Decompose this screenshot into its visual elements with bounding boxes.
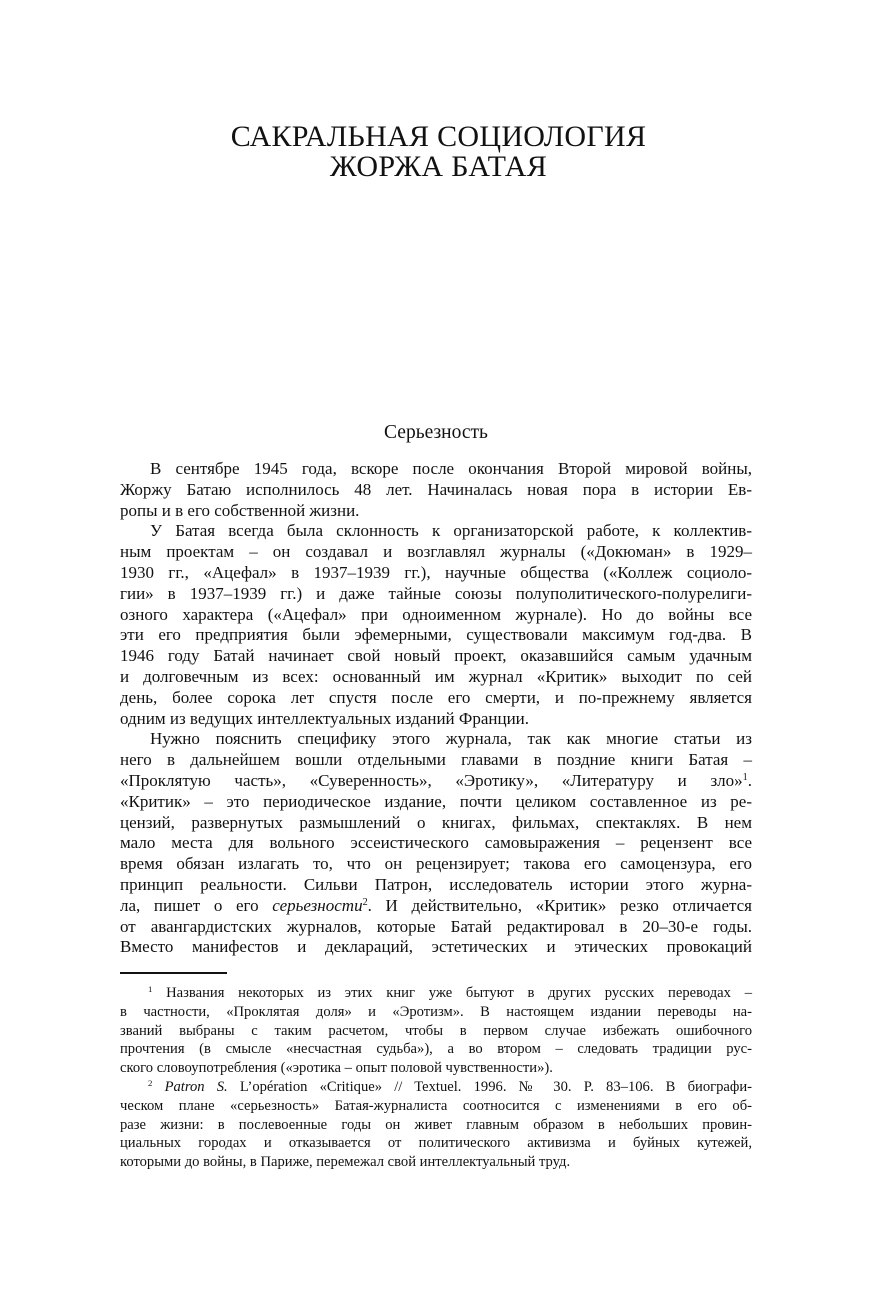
text-line: 1946 году Батай начинает свой новый проект, оказавшийся самым удачным xyxy=(120,646,752,666)
footnote-marker: 2 xyxy=(148,1077,153,1088)
text-segment xyxy=(152,1079,164,1095)
text-line xyxy=(120,771,752,792)
text-segment: . И действительно, «Критик» резко отличается xyxy=(367,895,752,915)
text-line: ным проектам – он создавал и возглавлял журналы («Докюман» в 1929– xyxy=(120,542,752,562)
text-line: разе жизни: в послевоенные годы он живет главным образом в небольших провин- xyxy=(120,1116,752,1133)
paragraph xyxy=(120,521,752,729)
text-line: У Батая всегда была склонность к организаторской работе, к коллектив- xyxy=(150,521,752,541)
text-line: одним из ведущих интеллектуальных изданий Франции. xyxy=(120,708,530,728)
text-line: и долговечным из всех: основанный им журнал «Критик» выходит по сей xyxy=(120,666,752,686)
text-line: «Критик» – это периодическое издание, почти целиком составленное из ре- xyxy=(120,791,752,811)
text-line: 1930 гг., «Ацефал» в 1937–1939 гг.), научные общества («Коллеж социоло- xyxy=(120,562,752,582)
footnote xyxy=(120,984,752,1078)
body-text xyxy=(120,459,752,958)
footnote xyxy=(120,1078,752,1172)
text-line: от авангардистских журналов, которые Батай редактировал в 20–30-е годы. xyxy=(120,916,752,936)
text-line: ропы и в его собственной жизни. xyxy=(120,500,360,520)
text-line: цензий, развернутых размышлений о книгах, фильмах, спектаклях. В нем xyxy=(120,812,752,832)
text-line: время обязан излагать то, что он рецензирует; такова его самоцензура, его xyxy=(120,854,752,874)
text-line: него в дальнейшем вошли отдельными главами в поздние книги Батая – xyxy=(120,750,752,770)
text-line: ского словоупотребления («эротика – опыт половой чувственности»). xyxy=(120,1060,553,1077)
text-segment: . xyxy=(747,770,752,790)
text-segment: ла, пишет о его xyxy=(120,895,273,915)
chapter-title-line-2: ЖОРЖА БАТАЯ xyxy=(329,150,548,183)
text-line: циальных городах и отказывается от политического активизма и буйных кутежей, xyxy=(120,1135,752,1152)
text-segment: L’opération «Critique» // Textuel. 1996. № 30. P. 83–106. В биографи- xyxy=(227,1078,752,1095)
text-line xyxy=(120,896,752,917)
text-line: званий выбраны с таким расчетом, чтобы в первом случае избежать ошибочного xyxy=(120,1022,752,1039)
text-line: принцип реальности. Сильви Патрон, исследователь истории этого журна- xyxy=(120,874,752,894)
chapter-title-line-1: САКРАЛЬНАЯ СОЦИОЛОГИЯ xyxy=(230,120,647,153)
text-segment: «Проклятую часть», «Суверенность», «Эротику», «Литературу и зло» xyxy=(120,770,743,790)
text-line: которыми до войны, в Париже, перемежал свой интеллектуальный труд. xyxy=(120,1154,571,1171)
footnote-divider xyxy=(120,972,227,974)
text-line: Вместо манифестов и деклараций, эстетических и этических провокаций xyxy=(120,937,752,957)
section-heading: Серьезность xyxy=(384,422,488,443)
text-line: в частности, «Проклятая доля» и «Эротизм». В настоящем издании переводы на- xyxy=(120,1003,752,1020)
text-line: мало места для вольного эссеистического самовыражения – рецензент все xyxy=(120,833,752,853)
text-line: Жоржу Батаю исполнилось 48 лет. Начиналась новая пора в истории Ев- xyxy=(120,479,752,499)
text-line: эти его предприятия были эфемерными, существовали максимум год-два. В xyxy=(120,625,752,645)
footnote-marker: 2 xyxy=(362,896,368,908)
text-line xyxy=(120,1078,752,1097)
text-line: гии» в 1937–1939 гг.) и даже тайные союзы полуполитического-полурелиги- xyxy=(120,583,752,603)
paragraph xyxy=(120,729,752,958)
text-line: В сентябре 1945 года, вскоре после окончания Второй мировой войны, xyxy=(150,459,752,478)
footnotes xyxy=(120,984,752,1172)
footnote-marker: 1 xyxy=(148,983,153,994)
text-segment: Названия некоторых из этих книг уже бытуют в других русских переводах – xyxy=(152,985,752,1001)
text-line: ческом плане «серьезность» Батая-журналиста соотносится с изменениями в его об- xyxy=(120,1097,752,1114)
italic-text: серьезности xyxy=(272,895,363,915)
italic-text: Patron S. xyxy=(164,1078,228,1095)
text-line xyxy=(120,984,752,1003)
text-line: Нужно пояснить специфику этого журнала, так как многие статьи из xyxy=(150,729,752,749)
paragraph xyxy=(120,459,752,521)
footnote-marker: 1 xyxy=(742,771,748,783)
text-line: день, более сорока лет спустя после его смерти, и по-прежнему является xyxy=(120,687,752,707)
text-line: прочтения (в смысле «несчастная судьба»), а во втором – следовать традиции рус- xyxy=(120,1041,752,1058)
text-line: озного характера («Ацефал» при одноименном журнале). Но до войны все xyxy=(120,604,752,624)
